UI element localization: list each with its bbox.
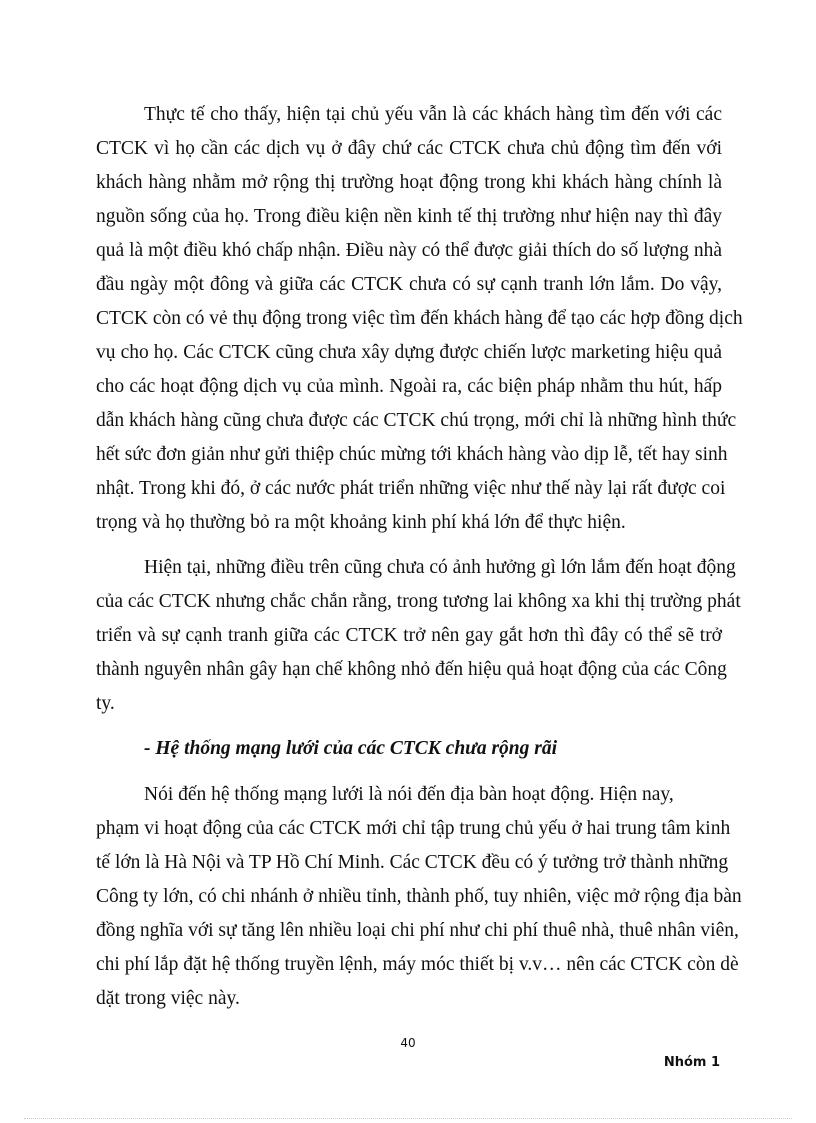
section-heading: - Hệ thống mạng lưới của các CTCK chưa rộng rãi <box>144 738 558 759</box>
footer-divider <box>24 1118 792 1119</box>
paragraph-line: CTCK vì họ cần các dịch vụ ở đây chứ các CTCK chưa chủ động tìm đến với <box>96 138 722 159</box>
paragraph-line: phạm vi hoạt động của các CTCK mới chỉ tập trung chủ yếu ở hai trung tâm kinh <box>96 818 731 839</box>
paragraph-line: nhật. Trong khi đó, ở các nước phát triển những việc như thế này lại rất được coi <box>96 478 726 499</box>
paragraph-line: nguồn sống của họ. Trong điều kiện nền kinh tế thị trường như hiện nay thì đây <box>96 206 722 227</box>
paragraph-line: Công ty lớn, có chi nhánh ở nhiều tỉnh, thành phố, tuy nhiên, việc mở rộng địa bàn <box>96 886 742 907</box>
paragraph-line: khách hàng nhằm mở rộng thị trường hoạt động trong khi khách hàng chính là <box>96 172 722 193</box>
paragraph-line: cho các hoạt động dịch vụ của mình. Ngoài ra, các biện pháp nhằm thu hút, hấp <box>96 376 722 397</box>
paragraph-line: của các CTCK nhưng chắc chắn rằng, trong tương lai không xa khi thị trường phát <box>96 591 741 612</box>
paragraph-line: vụ cho họ. Các CTCK cũng chưa xây dựng được chiến lược marketing hiệu quả <box>96 342 722 363</box>
paragraph-line: triển và sự cạnh tranh giữa các CTCK trở nên gay gắt hơn thì đây có thể sẽ trở <box>96 625 722 646</box>
paragraph-line: Hiện tại, những điều trên cũng chưa có ảnh hưởng gì lớn lắm đến hoạt động <box>144 557 736 578</box>
paragraph-line: CTCK còn có vẻ thụ động trong việc tìm đến khách hàng để tạo các hợp đồng dịch <box>96 308 743 329</box>
paragraph-line: dẫn khách hàng cũng chưa được các CTCK chú trọng, mới chỉ là những hình thức <box>96 410 737 431</box>
paragraph-line: Thực tế cho thấy, hiện tại chủ yếu vẫn là các khách hàng tìm đến với các <box>144 104 722 125</box>
paragraph-line: hết sức đơn giản như gửi thiệp chúc mừng tới khách hàng vào dịp lễ, tết hay sinh <box>96 444 728 465</box>
paragraph-line: Nói đến hệ thống mạng lưới là nói đến địa bàn hoạt động. Hiện nay, <box>144 784 674 805</box>
paragraph-line: quả là một điều khó chấp nhận. Điều này có thể được giải thích do số lượng nhà <box>96 240 722 261</box>
paragraph-line: dặt trong việc này. <box>96 988 240 1009</box>
paragraph-line: trọng và họ thường bỏ ra một khoảng kinh phí khá lớn để thực hiện. <box>96 512 626 533</box>
page-number: 40 <box>400 1036 416 1050</box>
paragraph-line: đồng nghĩa với sự tăng lên nhiều loại chi phí như chi phí thuê nhà, thuê nhân viên, <box>96 920 739 941</box>
paragraph-line: đầu ngày một đông và giữa các CTCK chưa có sự cạnh tranh lớn lắm. Do vậy, <box>96 274 722 295</box>
group-label: Nhóm 1 <box>663 1055 720 1070</box>
paragraph-line: chi phí lắp đặt hệ thống truyền lệnh, máy móc thiết bị v.v… nên các CTCK còn dè <box>96 954 739 975</box>
paragraph-line: thành nguyên nhân gây hạn chế không nhỏ đến hiệu quả hoạt động của các Công <box>96 659 727 680</box>
paragraph-line: tế lớn là Hà Nội và TP Hồ Chí Minh. Các CTCK đều có ý tưởng trở thành những <box>96 852 729 873</box>
paragraph-line: ty. <box>96 693 115 714</box>
